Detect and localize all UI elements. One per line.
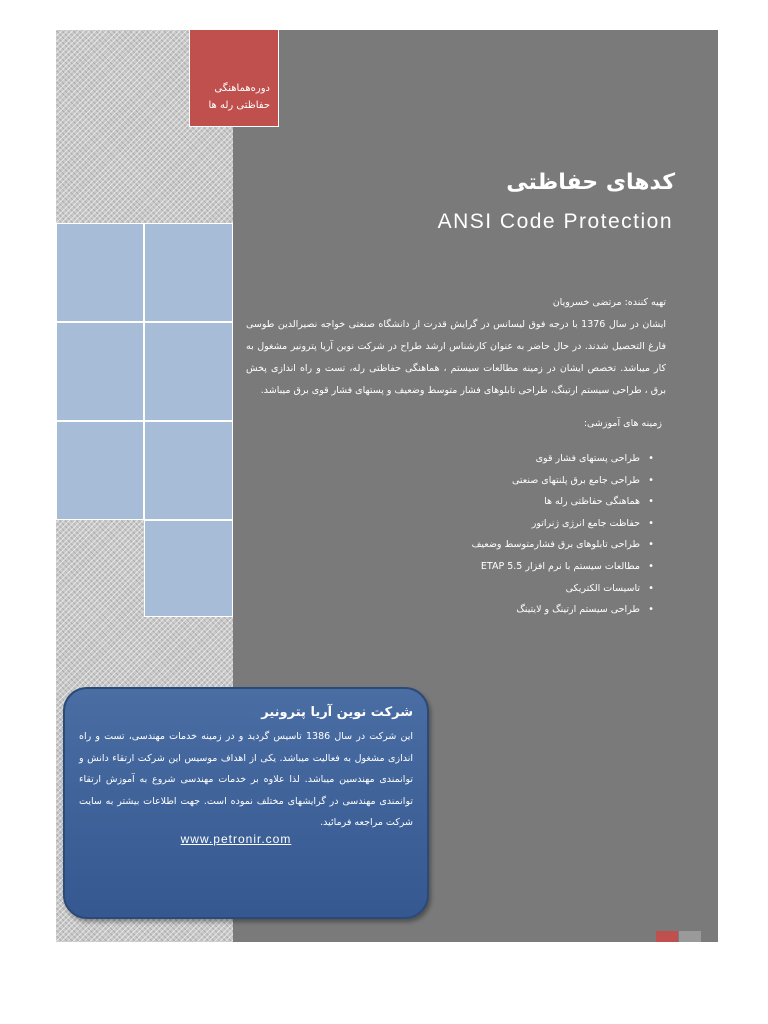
corner-decor-gray [679, 931, 701, 942]
course-tag-line1: دوره‌هماهنگی [214, 83, 270, 94]
corner-decor-red [656, 931, 678, 942]
decor-square [144, 223, 233, 322]
list-item: •طراحی تابلوهای برق فشارمتوسط وضعیف [472, 534, 662, 556]
company-title: شرکت نوین آریا پترونیر [261, 705, 413, 720]
list-item: •هماهنگی حفاظتی رله ها [472, 491, 662, 513]
decor-square [56, 421, 144, 520]
decor-square [56, 322, 144, 421]
bullet-icon: • [648, 474, 654, 486]
list-item: •حفاظت جامع انرژی ژنراتور [472, 513, 662, 535]
bullet-icon: • [648, 453, 654, 464]
cover-page [56, 30, 718, 942]
list-item: •تاسیسات الکتریکی [472, 578, 662, 600]
decor-square [144, 421, 233, 520]
author-bio: ایشان در سال 1376 با درجه فوق لیسانس در گرایش قدرت از دانشگاه صنعتی خواجه نصیرالدین طوسی فارغ التحصیل شدند. در حال حاضر به عنوان کارشناس ارشد طراح در شرکت نوین آریا پترونیر مشغول به کار میباشد. تخصص ایشان در زمینه مطالعات سیستم ، هماهنگی حفاظتی رله، تست و راه اندازی پخش برق ، طراحی سیستم ارتینگ، طراحی تابلوهای فشار متوسط وضعیف و پستهای فشار قوی برق میباشد. [246, 319, 667, 396]
list-item: •طراحی سیستم ارتینگ و لایتینگ [472, 599, 662, 621]
bullet-icon: • [648, 539, 654, 551]
list-item: •طراحی پستهای فشار قوی [472, 448, 662, 470]
decor-square [144, 520, 233, 617]
page-title: کدهای حفاظتی [506, 170, 675, 195]
list-item: •طراحی جامع برق پلنتهای صنعتی [472, 470, 662, 492]
course-tag [189, 30, 279, 127]
author-section [246, 292, 666, 402]
course-tag-line2: حفاظتی رله ها [208, 100, 270, 111]
bullet-icon: • [648, 604, 654, 616]
company-website-link[interactable]: www.petronir.com [180, 831, 292, 846]
decor-square [56, 223, 144, 322]
training-areas-heading: زمینه های آموزشی: [583, 418, 662, 429]
company-info-box [63, 687, 429, 919]
author-label: تهیه کننده: مرتضی خسرویان [552, 297, 666, 308]
bullet-icon: • [648, 517, 654, 529]
list-item: •مطالعات سیستم با نرم افزار ETAP 5.5 [472, 556, 662, 578]
bullet-icon: • [648, 582, 654, 594]
bullet-icon: • [648, 496, 654, 508]
bullet-icon: • [648, 560, 654, 572]
page-subtitle: ANSI Code Protection [437, 210, 673, 233]
company-description: این شرکت در سال 1386 تاسیس گردید و در زمینه خدمات مهندسی، تست و راه اندازی مشغول به فعالیت میباشد. یکی از اهداف موسیس این شرکت ارتقاء دانش و توانمندی مهندسین میباشد. لذا علاوه بر خدمات مهندسی شروع به آموزش ارتقاء توانمندی مهندسی در گرایشهای مختلف نموده است. جهت اطلاعات بیشتر به سایت شرکت مراجعه فرمائید. [79, 731, 413, 828]
training-areas-list [472, 448, 662, 621]
decor-square [144, 322, 233, 421]
